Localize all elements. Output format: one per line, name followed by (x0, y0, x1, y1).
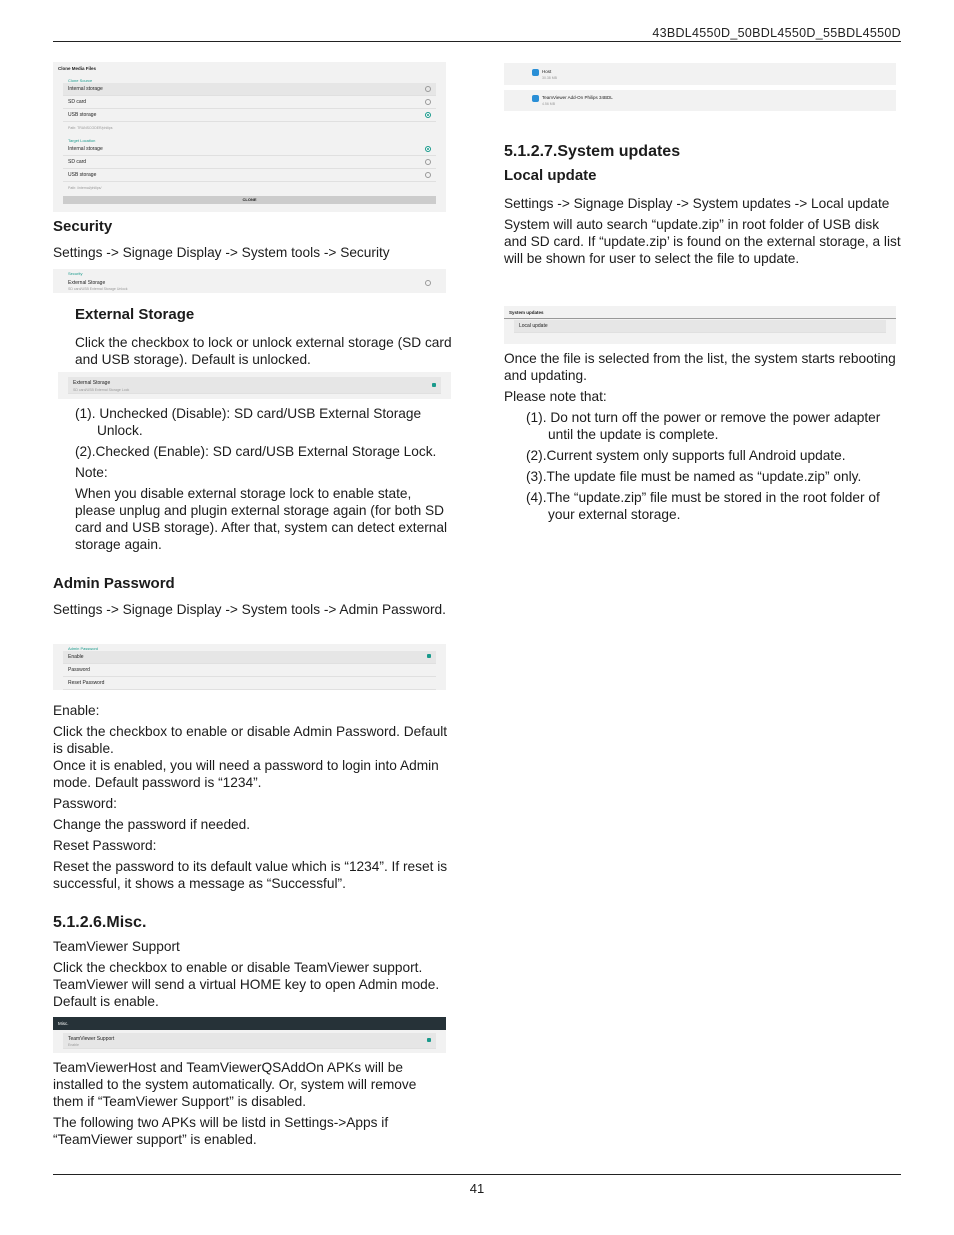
apps-screenshot-1: Host 30.38 MB (504, 63, 896, 85)
enable-text-1: Click the checkbox to enable or disable Admin Password. Default is disable. (53, 724, 448, 756)
shot-path: Path: /internal/philips/ (68, 186, 102, 190)
updates-text-2: Once the file is selected from the list, the system starts rebooting and updating. (504, 351, 896, 383)
enable-label: Enable: (53, 703, 100, 718)
security-path: Settings -> Signage Display -> System tools -> Security (53, 245, 390, 260)
page-number: 41 (469, 1181, 485, 1196)
misc-heading: 5.1.2.6.Misc. (53, 914, 147, 931)
system-updates-screenshot: System updates Local update (504, 306, 896, 344)
note-label: Note: (75, 465, 108, 480)
password-text: Change the password if needed. (53, 817, 251, 832)
shot-section: Clone Source (68, 78, 93, 83)
footer-rule (53, 1174, 901, 1175)
shot-path: Path: TRANSCODER/philips (68, 126, 113, 130)
misc-text-1: Click the checkbox to enable or disable TeamViewer support. TeamViewer will send a virtual HOME key to open Admin mode. Default is enable. (53, 960, 440, 1009)
header-rule (53, 41, 901, 42)
security-screenshot: Security External Storage SD card/USB External Storage Unlock (53, 269, 446, 293)
teamviewer-app-icon (532, 95, 539, 102)
update-note-item-2: (2).Current system only supports full Android update. (526, 448, 846, 463)
shot-clone-button: CLONE (63, 196, 436, 204)
updates-text-1: System will auto search “update.zip” in root folder of USB disk and SD card. If “update.zip’ is found on the external storage, a list will be shown for user to select the file to update. (504, 217, 901, 266)
reset-text: Reset the password to its default value which is “1234”. If reset is successful, it shows a message as “Successful”. (53, 859, 448, 891)
shot-row: SD card (63, 156, 436, 169)
update-note-item-3: (3).The update file must be named as “update.zip” only. (526, 469, 862, 484)
misc-subtitle: TeamViewer Support (53, 939, 180, 954)
storage-item-2: (2).Checked (Enable): SD card/USB External Storage Lock. (75, 444, 437, 459)
shot-row: USB storage (63, 169, 436, 182)
update-note-item-4: (4).The “update.zip” file must be stored in the root folder of your external storage. (526, 490, 880, 522)
update-note-item-1: (1). Do not turn off the power or remove the power adapter until the update is complete. (526, 410, 881, 442)
local-update-heading: Local update (504, 167, 597, 184)
misc-text-2: TeamViewerHost and TeamViewerQSAddOn APKs will be installed to the system automatically. Or, system will remove them if “TeamViewer Support” is disabled. (53, 1060, 417, 1109)
admin-password-heading: Admin Password (53, 575, 175, 592)
shot-section: Target Location (68, 138, 96, 143)
shot-row: SD card (63, 96, 436, 109)
shot-row: Internal storage (63, 143, 436, 156)
shot-title: Clone Media Files (58, 66, 97, 71)
reset-label: Reset Password: (53, 838, 157, 853)
misc-text-3: The following two APKs will be listd in Settings->Apps if “TeamViewer support” is enabled. (53, 1115, 389, 1147)
shot-row: USB storage (63, 109, 436, 122)
shot-row: Internal storage (63, 83, 436, 96)
admin-password-path: Settings -> Signage Display -> System tools -> Admin Password. (53, 602, 446, 617)
password-label: Password: (53, 796, 117, 811)
document-header: 43BDL4550D_50BDL4550D_55BDL4550D (652, 26, 901, 40)
clone-media-screenshot (53, 62, 446, 212)
note-text: When you disable external storage lock to enable state, please unplug and plugin external storage again (for both SD card and USB storage). After that, system can detect external storage again. (75, 486, 448, 552)
external-storage-heading: External Storage (75, 306, 195, 323)
updates-path: Settings -> Signage Display -> System updates -> Local update (504, 196, 890, 211)
teamviewer-app-icon (532, 69, 539, 76)
system-updates-heading: 5.1.2.7.System updates (504, 143, 681, 160)
admin-password-screenshot: Admin Password Enable Password Reset Password (53, 644, 446, 690)
external-storage-text: Click the checkbox to lock or unlock external storage (SD card and USB storage). Default is unlocked. (75, 335, 452, 367)
security-heading: Security (53, 218, 113, 235)
misc-screenshot: Misc. TeamViewer Support Enable (53, 1017, 446, 1053)
updates-note: Please note that: (504, 389, 607, 404)
apps-screenshot-2: TeamViewer Add-On Philips 34BDL 4.56 MB (504, 90, 896, 111)
external-storage-screenshot: External Storage SD card/USB External Storage Lock (58, 372, 451, 399)
storage-item-1: (1). Unchecked (Disable): SD card/USB External Storage Unlock. (75, 406, 422, 438)
enable-text-2: Once it is enabled, you will need a password to login into Admin mode. Default password is “1234”. (53, 758, 439, 790)
